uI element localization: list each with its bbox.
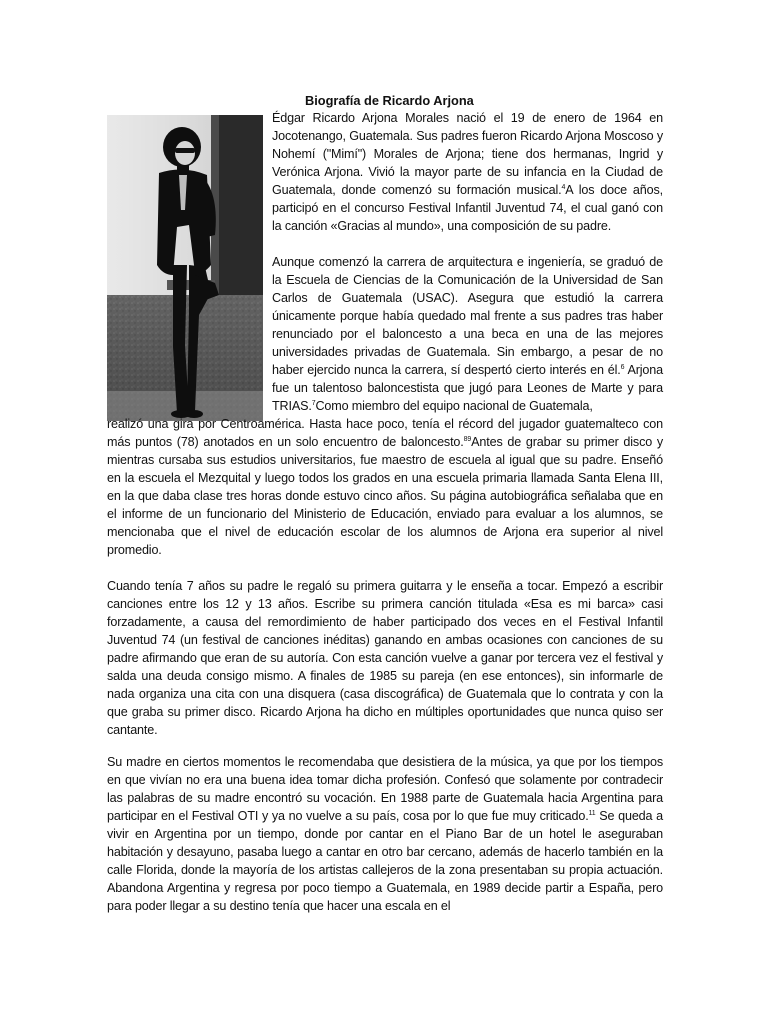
paragraph-birth: [272, 109, 663, 235]
text-festival: A los doce años, participó en el concurso Festival Infantil Juventud 74, el cual ganó con la canción «Gracias al mundo», una composición de su padre.: [272, 183, 663, 233]
paragraph-music-beginnings: [107, 577, 663, 739]
footnote-ref: 89: [463, 436, 472, 443]
text-tour: realizó una gira por Centroamérica. Hasta hace poco, tenía el récord del jugador guatemalteco con más puntos (78) anotados en un solo encuentro de baloncesto.: [107, 417, 663, 449]
text-basketball: Arjona fue un talentoso baloncestista que jugó para Leones de Marte y para TRIAS.: [272, 363, 663, 413]
text-mother: Su madre en ciertos momentos le recomendaba que desistiera de la música, ya que por los tiempos en que vivían no era una buena idea tomar dicha profesión. Confesó que solamente por contradecir las palabras de su madre encontró su vocación. En 1988 parte de Guatemala hacia Argentina para participar en el Festival OTI y ya no vuelve a su país, cosa por lo que fue muy criticado.: [107, 755, 663, 823]
text-argentina: Se queda a vivir en Argentina por un tiempo, donde por cantar en el Piano Bar de un hotel le aseguraban habitación y desayuno, pasaba luego a cantar en otro bar cercano, además de hacerlo también en la calle Florida, donde la mayoría de los artistas callejeros de la zona presentaban su propia actuación. Abandona Argentina y regresa por poco tiempo a Guatemala, en 1989 decide partir a España, pero para poder llegar a su destino tenía que hacer una escala en el: [107, 809, 663, 913]
text-guitar: Cuando tenía 7 años su padre le regaló su primera guitarra y le enseña a tocar. Empezó a escribir canciones entre los 12 y 13 años. Escribe su primera canción titulada «Esa es mi barca» casi forzadamente, a causa del remordimiento de haber participado dos veces en el Festival Infantil Juventud 74 (un festival de canciones inéditas) ganando en ambas ocasiones con canciones de su padre afirmando que eran de su autoría. Con esta canción vuelve a ganar por tercera vez el festival y salda una deuda consigo mismo. A finales de 1985 su pareja (en ese entonces), sin informarle de nada organiza una cita con una disquera (casa discográfica) de Guatemala que lo contrata y con la que graba su primer disco. Ricardo Arjona ha dicho en múltiples oportunidades que nunca quiso ser cantante.: [107, 579, 663, 737]
intro-column: [272, 109, 663, 415]
paragraph-career-start: [107, 415, 663, 559]
artist-photo: [107, 115, 263, 421]
text-teacher: Antes de grabar su primer disco y mientras cursaba sus estudios universitarios, fue maestro de escuela al igual que su padre. Enseñó en la escuela el Mezquital y luego todos los grados en una escuela primaria llamada Santa Elena III, en la que daba clase tres horas donde estuvo cinco años. Su página autobiográfica señalaba que en el informe de un funcionario del Ministerio de Educación, enviado para evaluar a los alumnos, se mencionaba que el nivel de educación escolar de los alumnos de Arjona era superior al nivel promedio.: [107, 435, 663, 557]
footnote-ref: 11: [588, 810, 596, 817]
document-title: Biografía de Ricardo Arjona: [305, 93, 474, 108]
text-education: Aunque comenzó la carrera de arquitectura e ingeniería, se graduó de la Escuela de Ciencias de la Comunicación de la Universidad de San Carlos de Guatemala (USAC). Asegura que estudió la carrera únicamente porque había quedado mal frente a sus padres tras haber renunciado por el baloncesto a una beca en una de las mejores universidades privadas de Guatemala. Sin embargo, a pesar de no haber ejercido nunca la carrera, sí despertó cierto interés en él.: [272, 255, 663, 377]
footnote-ref: 6: [620, 364, 625, 371]
text-birth: Édgar Ricardo Arjona Morales nació el 19 de enero de 1964 en Jocotenango, Guatemala. Sus padres fueron Ricardo Arjona Moscoso y Nohemí ("Mimí") Morales de Arjona; tiene dos hermanas, Ingrid y Verónica Arjona. Vivió la mayor parte de su infancia en la Ciudad de Guatemala, donde comenzó su formación musical.: [272, 111, 663, 197]
paragraph-education: [272, 253, 663, 415]
paragraph-argentina: [107, 753, 663, 915]
footnote-ref: 4: [561, 184, 566, 191]
footnote-ref: 7: [311, 400, 316, 407]
text-national-team: Como miembro del equipo nacional de Guatemala,: [315, 399, 593, 413]
